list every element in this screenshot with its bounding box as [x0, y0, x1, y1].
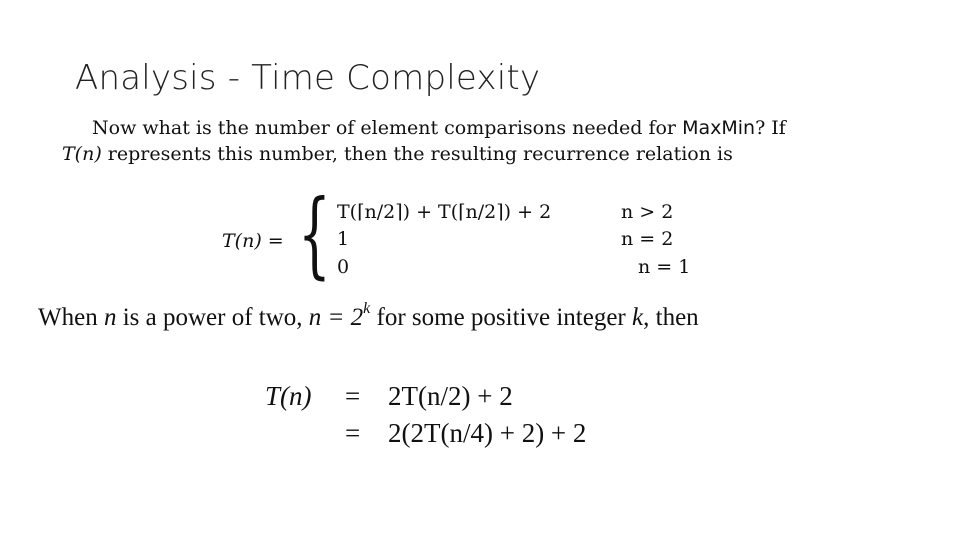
case-cond-3: n = 1	[638, 256, 691, 278]
recurrence-lhs: T(n) =	[222, 230, 284, 252]
algorithm-name: MaxMin	[682, 117, 756, 139]
intro-line-1	[92, 117, 786, 139]
case-expr-1: T(⌈n/2⌉) + T(⌈n/2⌉) + 2	[337, 201, 552, 223]
expansion-op-1: =	[345, 381, 361, 411]
case-cond-1: n > 2	[621, 201, 674, 223]
intro-line-2	[62, 143, 733, 165]
case-cond-2: n = 2	[621, 228, 674, 250]
intro-tn: T(n)	[62, 143, 102, 165]
left-brace: {	[298, 180, 331, 289]
intro-text-a: Now what is the number of element comparisons needed for	[92, 117, 683, 139]
case-expr-3: 0	[337, 256, 350, 278]
expansion-rhs-2: 2(2T(n/4) + 2) + 2	[388, 418, 587, 448]
expansion-rhs-1: 2T(n/2) + 2	[388, 381, 513, 411]
intro-rest: represents this number, then the resulting recurrence relation is	[101, 143, 733, 165]
case-expr-2: 1	[337, 228, 350, 250]
expansion-lhs: T(n)	[265, 381, 312, 411]
power-of-two-statement: When n is a power of two, $n = 2^k$ for some positive integer k, then	[38, 300, 699, 331]
intro-text-b: ? If	[755, 117, 786, 139]
slide-title: Analysis - Time Complexity	[75, 58, 541, 98]
expansion-op-2: =	[345, 418, 361, 448]
